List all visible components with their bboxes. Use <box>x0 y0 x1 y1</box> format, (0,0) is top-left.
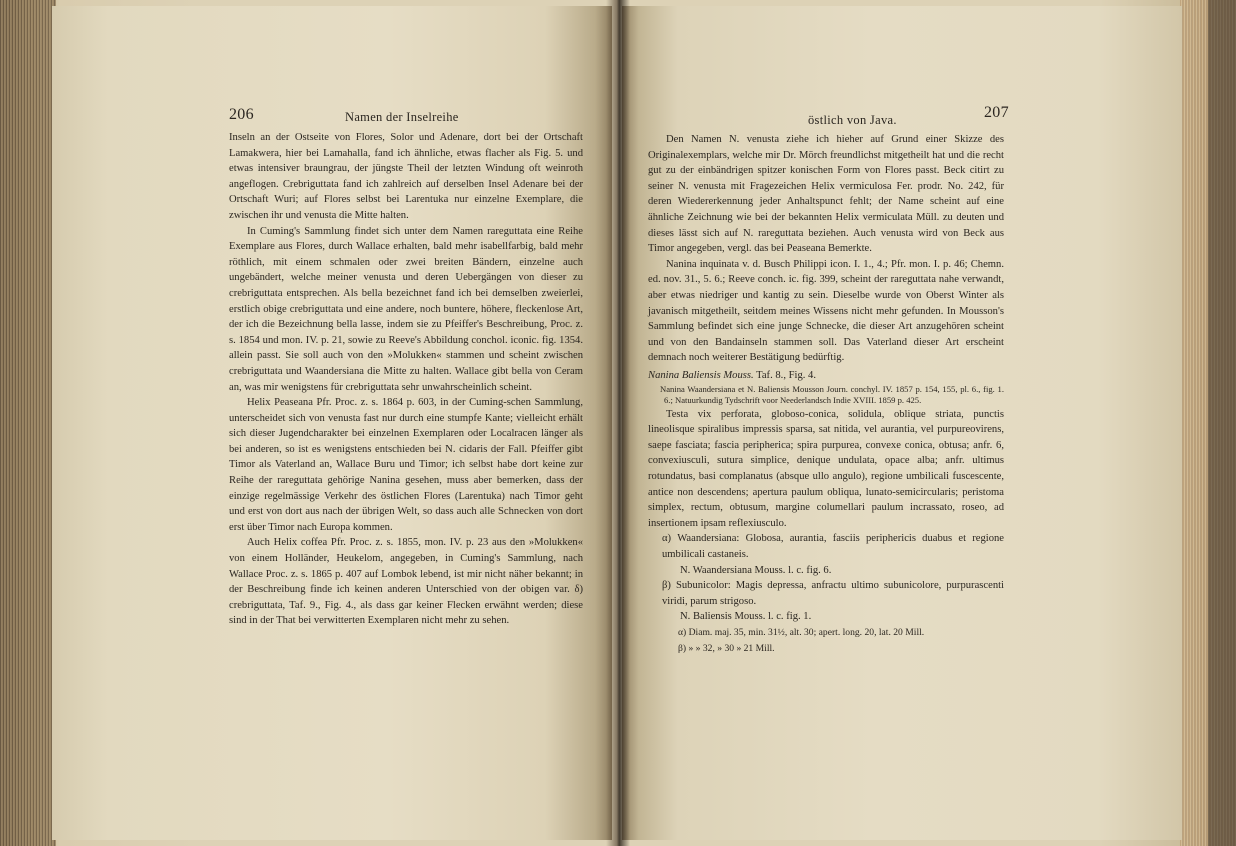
species-heading: Nanina Baliensis Mouss. <box>648 369 754 381</box>
variety-alpha: α) Waandersiana: Globosa, aurantia, fasciis periphericis duabus et regione umbilicali castaneis. <box>662 533 1004 561</box>
paragraph: In Cuming's Sammlung findet sich unter dem Namen rareguttata eine Reihe Exemplare aus Flores, durch Wallace erhalten, bald mehr isabellfarbig, bald mehr röthlich, mit einem schmalen oder zwei breiten Bändern, einzelne auch ungebändert, welche meiner venusta und deren Uebergängen von dieser zu crebriguttata entsprechen. Als bella bezeichnet fand ich bei demselben zweierlei, erstlich obige crebriguttata und eine andere, noch buntere, höhere, fleckenlose Art, der ich die Bezeichnung bella lasse, indem sie zu Pfeiffer's Beschreibung, Proc. z. s. 1854 und mon. IV. p. 21, sowie zu Reeve's Abbildung conchol. iconic. fig. 1354. allein passt. Sie soll auch von den »Molukken« stammen und scheint zwischen crebriguttata und Waandersiana die Mitte zu halten. Wallace gibt bella von Ceram an, was mir wenigstens für crebriguttata sehr unwahrscheinlich scheint. <box>229 225 583 393</box>
paragraph: Auch Helix coffea Pfr. Proc. z. s. 1855, mon. IV. p. 23 aus den »Molukken« von einem Holländer, Heukelom, angegeben, in Cuming's Sammlung, nach Wallace Proc. z. s. 1865 p. 407 auf Lombok lebend, ist mir nicht näher bekannt; in der Beschreibung finde ich keinen anderen Unterschied von der obigen var. δ) crebriguttata, Taf. 9., Fig. 4., als dass gar keiner Flecken erwähnt werden; diese sind in der That bei verwitterten Exemplaren nicht mehr zu sehen. <box>229 537 583 627</box>
variety-beta: β) Subunicolor: Magis depressa, anfractu ultimo subunicolore, purpurascenti viridi, parum strigoso. <box>662 580 1004 607</box>
right-page-body <box>648 132 1004 656</box>
latin-description: Testa vix perforata, globoso-conica, solidula, oblique striata, punctis lineolisque spiralibus impressis sparsa, sat nitida, vel aurantia, vel purpureovirens, saepe fasciata; fascia peripherica; spira purpurea, convexe conica, obtusa; anfr. 6, convexiusculi, sutura simplice, denique undulata, opace alba; anfr. ultimus rotundatus, basi complanatus (absque ullo angulo), regione umbilicali fuscescente, antice non descendens; apertura paulum obliqua, lunato-semicircularis; peristoma simplex, rectum, obtusum, margine columellari paulum incrassato, roseo, ad insertionem ipsam reflexiusculo. <box>648 408 1004 529</box>
left-page-edges <box>0 0 56 846</box>
paragraph: Den Namen N. venusta ziehe ich hieher auf Grund einer Skizze des Originalexemplars, welche mir Dr. Mörch freundlichst mitgetheilt hat und die recht gut zu der einbändrigen spitzer konischen Form von Flores passt. Beck citirt zu seiner N. venusta mit Fragezeichen Helix vermiculosa Fer. prodr. No. 242, für deren Wiedererkennung jeder Anhaltspunct fehlt; der Name scheint auf eine ähnliche Zeichnung wie bei der bekannten Helix vermiculata Müll. zu deuten und dieses lässt sich auf N. rareguttata beziehen. Auch venusta wird von Beck aus Timor angegeben, vergl. das bei Peaseana Bemerkte. <box>648 134 1004 255</box>
species-heading-line <box>648 368 1004 384</box>
species-citation: Nanina Waandersiana et N. Baliensis Mousson Journ. conchyl. IV. 1857 p. 154, 155, pl. 6., fig. 1. 6.; Natuurkundig Tydschrift voor Neederlandsch Indie XVIII. 1859 p. 425. <box>660 383 1004 406</box>
book-gutter <box>606 0 630 846</box>
left-running-head: Namen der Inselreihe <box>345 110 459 124</box>
right-edge-shadow <box>1208 0 1236 846</box>
right-page-number: 207 <box>984 104 1009 121</box>
right-running-head: östlich von Java. <box>808 113 897 127</box>
left-page-body <box>229 130 583 629</box>
variety-alpha-ref: N. Waandersiana Mouss. l. c. fig. 6. <box>680 564 832 576</box>
paragraph: Inseln an der Ostseite von Flores, Solor und Adenare, dort bei der Ortschaft Lamakwera, hier bei Lamahalla, fand ich ähnliche, etwas flacher als Fig. 5. und etwas intensiver braungrau, der jüngste Theil der letzten Windung oft weinroth angeflogen. Crebriguttata fand ich zahlreich auf derselben Insel Adenare bei der Ortschaft Wuri; auf Flores selbst bei Larentuka nur einzelne Exemplare, die zwischen ihr und venusta die Mitte halten. <box>229 132 583 221</box>
measurement-alpha: α) Diam. maj. 35, min. 31½, alt. 30; apert. long. 20, lat. 20 Mill. <box>678 627 925 638</box>
measurement-beta: β) » » 32, » 30 » 21 Mill. <box>678 642 775 654</box>
paragraph: Nanina inquinata v. d. Busch Philippi icon. I. 1., 4.; Pfr. mon. I. p. 46; Chemn. ed. nov. 31., 5. 6.; Reeve conch. ic. fig. 399, scheint der rareguttata nahe verwandt, aber etwas niedriger und kantig zu sein. Dieselbe wurde von Oberst Winter als javanisch mitgetheilt, seitdem meines Wissens nicht mehr gefunden. In Mousson's Sammlung befindet sich eine junge Schnecke, die dieser Art anzugehören scheint und von den Bandainseln stammen soll. Das Vaterland dieser Art erscheint demnach noch weiterer Bestätigung bedürftig. <box>648 258 1004 364</box>
species-plate-ref: Taf. 8., Fig. 4. <box>753 369 816 381</box>
paragraph: Helix Peaseana Pfr. Proc. z. s. 1864 p. 603, in der Cuming-schen Sammlung, unterscheidet sich von venusta fast nur durch eine stumpfe Kante; vielleicht erhält sich dieser Jugendcharakter bei einzelnen Exemplaren oder Localracen länger als bei anderen, so ist es wenigstens entschieden bei N. cidaris der Fall. Pfeiffer gibt Timor als Vaterland an, Wallace Buru und Timor; ich selbst habe dort keine zur Reihe der rareguttata gehörige Nanina gesehen, muss aber bemerken, dass der einzige regelmässige Verkehr des östlichen Flores (Larentuka) nach Timor geht und erst von dort aus nach der übrigen Welt, so dass auch alle Schnecken von dort erst über Timor nach Europa kommen. <box>229 397 583 533</box>
variety-beta-ref: N. Baliensis Mouss. l. c. fig. 1. <box>680 611 812 623</box>
left-page-number: 206 <box>229 106 254 123</box>
